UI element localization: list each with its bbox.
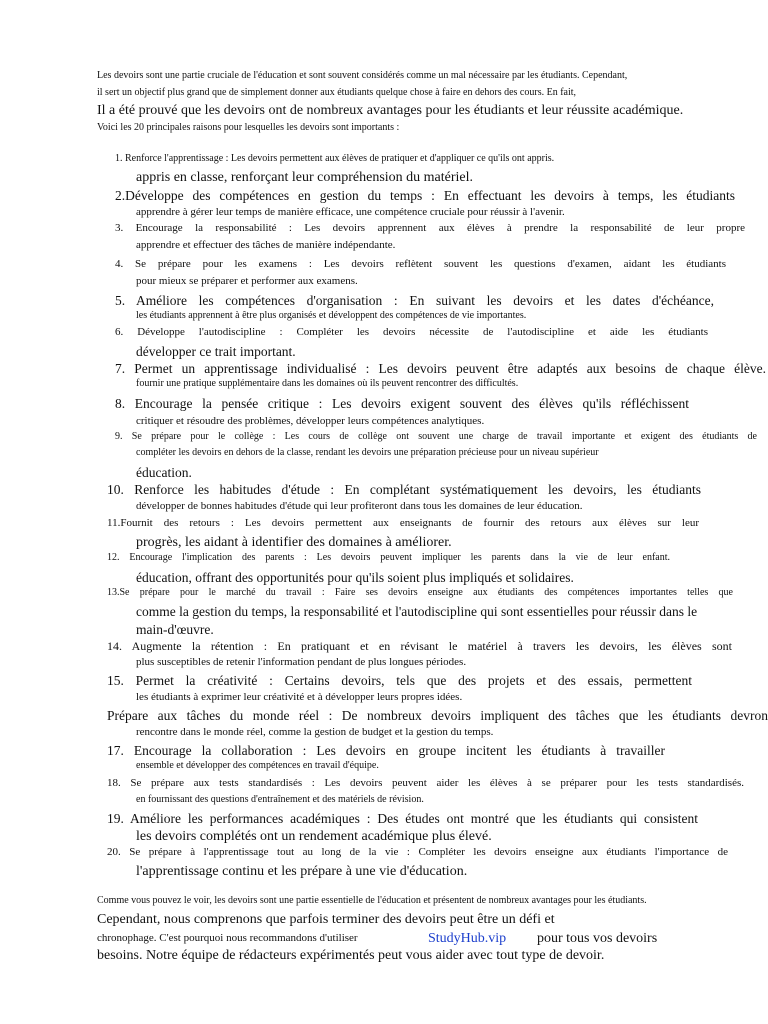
conclusion-line-3-end: pour tous vos devoirs <box>537 931 658 946</box>
item-9-line-3: éducation. <box>136 465 192 480</box>
item-18-line-2: en fournissant des questions d'entraînement et des matériels de révision. <box>136 794 424 805</box>
item-12-line-1: 12. Encourage l'implication des parents : Les devoirs peuvent impliquer les parents dans la vie de leur enfant. <box>107 552 670 563</box>
item-2-line-1: 2.Développe des compétences en gestion du temps : En effectuant les devoirs à temps, les étudiants <box>115 188 735 203</box>
item-18-line-1: 18. Se prépare aux tests standardisés : Les devoirs peuvent aider les élèves à se préparer pour les tests standardisés. <box>107 777 744 789</box>
conclusion-line-3: chronophage. C'est pourquoi nous recommandons d'utiliser <box>97 932 358 944</box>
item-6-line-1: 6. Développe l'autodiscipline : Compléter les devoirs nécessite de l'autodiscipline et aide les étudiants <box>115 326 708 338</box>
conclusion-line-1: Comme vous pouvez le voir, les devoirs sont une partie essentielle de l'éducation et présentent de nombreux avantages pour les étudiants. <box>97 895 647 906</box>
item-8-line-1: 8. Encourage la pensée critique : Les devoirs exigent souvent des élèves qu'ils réfléchissent <box>115 396 689 411</box>
item-2-line-2: apprendre à gérer leur temps de manière efficace, une compétence cruciale pour réussir à l'avenir. <box>136 206 565 218</box>
item-5-line-2: les étudiants apprennent à être plus organisés et développent des compétences de vie importantes. <box>136 310 527 321</box>
item-10-line-2: développer de bonnes habitudes d'étude qui leur profiteront dans tous les domaines de leur éducation. <box>136 500 583 512</box>
item-14-line-2: plus susceptibles de retenir l'information pendant de plus longues périodes. <box>136 656 467 668</box>
item-5-line-1: 5. Améliore les compétences d'organisation : En suivant les devoirs et les dates d'échéance, <box>115 293 714 308</box>
item-1-line-2: appris en classe, renforçant leur compréhension du matériel. <box>136 170 474 185</box>
item-15-line-1: 15. Permet la créativité : Certains devoirs, tels que des projets et des essais, permettent <box>107 673 692 688</box>
studyhub-link[interactable]: StudyHub.vip <box>428 931 507 946</box>
item-13-line-1: 13.Se prépare pour le marché du travail : Faire ses devoirs enseigne aux étudiants des compétences importantes telles que <box>107 587 733 598</box>
item-14-line-1: 14. Augmente la rétention : En pratiquant et en révisant le matériel à travers les devoirs, les élèves sont <box>107 639 732 653</box>
item-7-line-2: fournir une pratique supplémentaire dans les domaines où ils peuvent rencontrer des difficultés. <box>136 378 519 389</box>
item-16-line-1: Prépare aux tâches du monde réel : De nombreux devoirs impliquent des tâches que les étudiants devron <box>107 708 768 723</box>
item-10-line-1: 10. Renforce les habitudes d'étude : En complétant systématiquement les devoirs, les étudiants <box>107 482 701 497</box>
item-11-line-1: 11.Fournit des retours : Les devoirs permettent aux enseignants de fournir des retours aux élèves sur leur <box>107 517 699 529</box>
item-13-line-3: main-d'œuvre. <box>136 622 214 637</box>
item-8-line-2: critiquer et résoudre des problèmes, développer leurs compétences analytiques. <box>136 415 485 427</box>
item-12-line-2: éducation, offrant des opportunités pour qu'ils soient plus impliqués et solidaires. <box>136 570 574 585</box>
intro-line-2: il sert un objectif plus grand que de simplement donner aux étudiants quelque chose à faire en dehors des cours. En fait, <box>97 87 577 98</box>
item-6-line-2: développer ce trait important. <box>136 344 296 359</box>
intro-line-1: Les devoirs sont une partie cruciale de l'éducation et sont souvent considérés comme un mal nécessaire par les étudiants. Cependant, <box>97 70 628 81</box>
item-1-line-1: 1. Renforce l'apprentissage : Les devoirs permettent aux élèves de pratiquer et d'appliquer ce qu'ils ont appris. <box>115 153 555 164</box>
item-17-line-1: 17. Encourage la collaboration : Les devoirs en groupe incitent les étudiants à travailler <box>107 743 665 758</box>
intro-line-3: Il a été prouvé que les devoirs ont de nombreux avantages pour les étudiants et leur réussite académique. <box>97 103 684 118</box>
item-4-line-1: 4. Se prépare pour les examens : Les devoirs reflètent souvent les questions d'examen, aidant les étudiants <box>115 258 726 270</box>
item-15-line-2: les étudiants à exprimer leur créativité et à développer leurs propres idées. <box>136 691 463 703</box>
item-16-line-2: rencontre dans le monde réel, comme la gestion de budget et la gestion du temps. <box>136 726 494 738</box>
item-3-line-2: apprendre et effectuer des tâches de manière indépendante. <box>136 239 396 251</box>
item-19-line-2: les devoirs complétés ont un rendement académique plus élevé. <box>136 829 492 844</box>
item-20-line-1: 20. Se prépare à l'apprentissage tout au long de la vie : Compléter les devoirs enseigne aux étudiants l'importance de <box>107 846 728 858</box>
item-3-line-1: 3. Encourage la responsabilité : Les devoirs apprennent aux élèves à prendre la responsabilité de leur propre <box>115 222 745 234</box>
item-7-line-1: 7. Permet un apprentissage individualisé : Les devoirs peuvent être adaptés aux besoins de chaque élève. <box>115 361 766 376</box>
item-9-line-2: compléter les devoirs en dehors de la classe, rendant les devoirs une préparation précieuse pour un niveau supérieur <box>136 447 599 458</box>
item-20-line-2: l'apprentissage continu et les prépare à une vie d'éducation. <box>136 864 468 879</box>
item-17-line-2: ensemble et développer des compétences en travail d'équipe. <box>136 760 379 771</box>
item-11-line-2: progrès, les aidant à identifier des domaines à améliorer. <box>136 535 452 550</box>
conclusion-line-2: Cependant, nous comprenons que parfois terminer des devoirs peut être un défi et <box>97 912 555 927</box>
conclusion-line-4: besoins. Notre équipe de rédacteurs expérimentés peut vous aider avec tout type de devoir. <box>97 948 605 963</box>
intro-line-4: Voici les 20 principales raisons pour lesquelles les devoirs sont importants : <box>97 122 400 133</box>
item-4-line-2: pour mieux se préparer et performer aux examens. <box>136 275 358 287</box>
item-9-line-1: 9. Se prépare pour le collège : Les cours de collège ont souvent une charge de travail importante et exigent des étudiants de <box>115 431 757 442</box>
item-13-line-2: comme la gestion du temps, la responsabilité et l'autodiscipline qui sont essentielles pour réussir dans le <box>136 604 698 619</box>
item-19-line-1: 19. Améliore les performances académiques : Des études ont montré que les étudiants qui consistent <box>107 811 698 826</box>
